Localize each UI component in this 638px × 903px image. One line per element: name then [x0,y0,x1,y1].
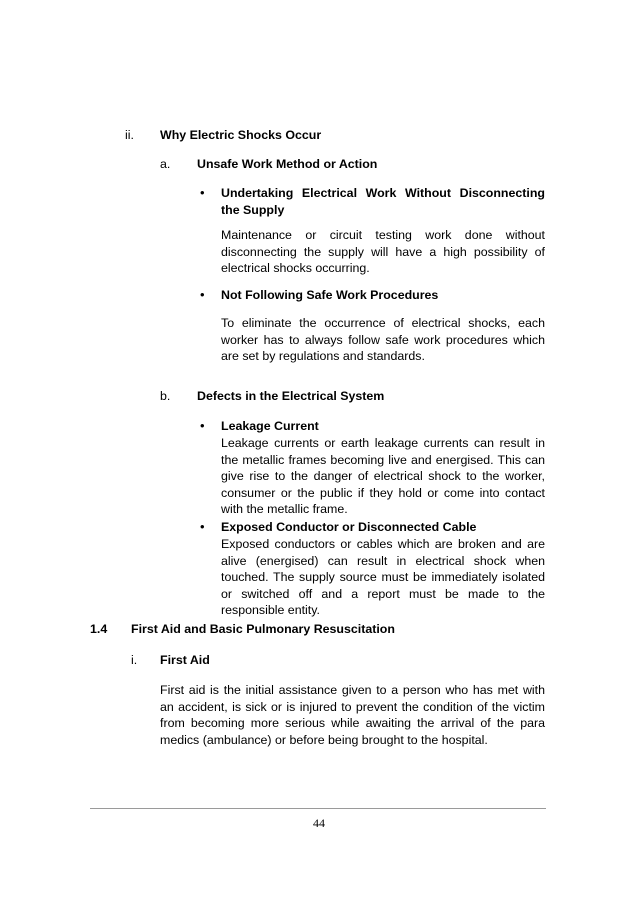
section-ii-marker: ii. [125,128,134,142]
item-heading: Exposed Conductor or Disconnected Cable [221,520,477,534]
section-ii-title: Why Electric Shocks Occur [160,128,322,142]
sub-b-marker: b. [160,389,171,403]
item-heading: Undertaking Electrical Work Without Disconnecting the Supply [221,186,545,217]
section-1-4-number: 1.4 [90,622,108,636]
item-body: To eliminate the occurrence of electrical shocks, each worker has to always follow safe work procedures which are set by regulations and standards. [221,316,545,364]
sub-a-title: Unsafe Work Method or Action [197,157,378,171]
item-body: Exposed conductors or cables which are broken and are alive (energised) can result in electrical shock when touched. The supply source must be immediately isolated or switched off and a report must be made to the responsible entity. [221,537,545,618]
sub-a-marker: a. [160,157,171,171]
item-heading: Leakage Current [221,419,319,433]
item-body: Maintenance or circuit testing work done without disconnecting the supply will have a high possibility of electrical shocks occurring. [221,228,545,276]
first-aid-paragraph: First aid is the initial assistance given to a person who has met with an accident, is sick or is injured to prevent the condition of the victim from becoming more serious while awaiting the arrival of the para medics (ambulance) or before being brought to the hospital. [160,683,545,747]
sub-i-marker: i. [131,653,138,667]
sub-i-title: First Aid [160,653,210,667]
page-number: 44 [313,816,325,830]
sub-b-title: Defects in the Electrical System [197,389,385,403]
bullet-icon: • [200,418,205,433]
item-body: Leakage currents or earth leakage currents can result in the metallic frames becoming live and energised. This can give rise to the danger of electrical shock to the worker, consumer or the public if they hold or come into contact with the metallic frame. [221,436,545,517]
footer-rule [90,808,546,809]
bullet-icon: • [200,185,205,200]
bullet-icon: • [200,519,205,534]
section-1-4-title: First Aid and Basic Pulmonary Resuscitation [131,622,395,636]
item-heading: Not Following Safe Work Procedures [221,288,439,302]
bullet-icon: • [200,287,205,302]
